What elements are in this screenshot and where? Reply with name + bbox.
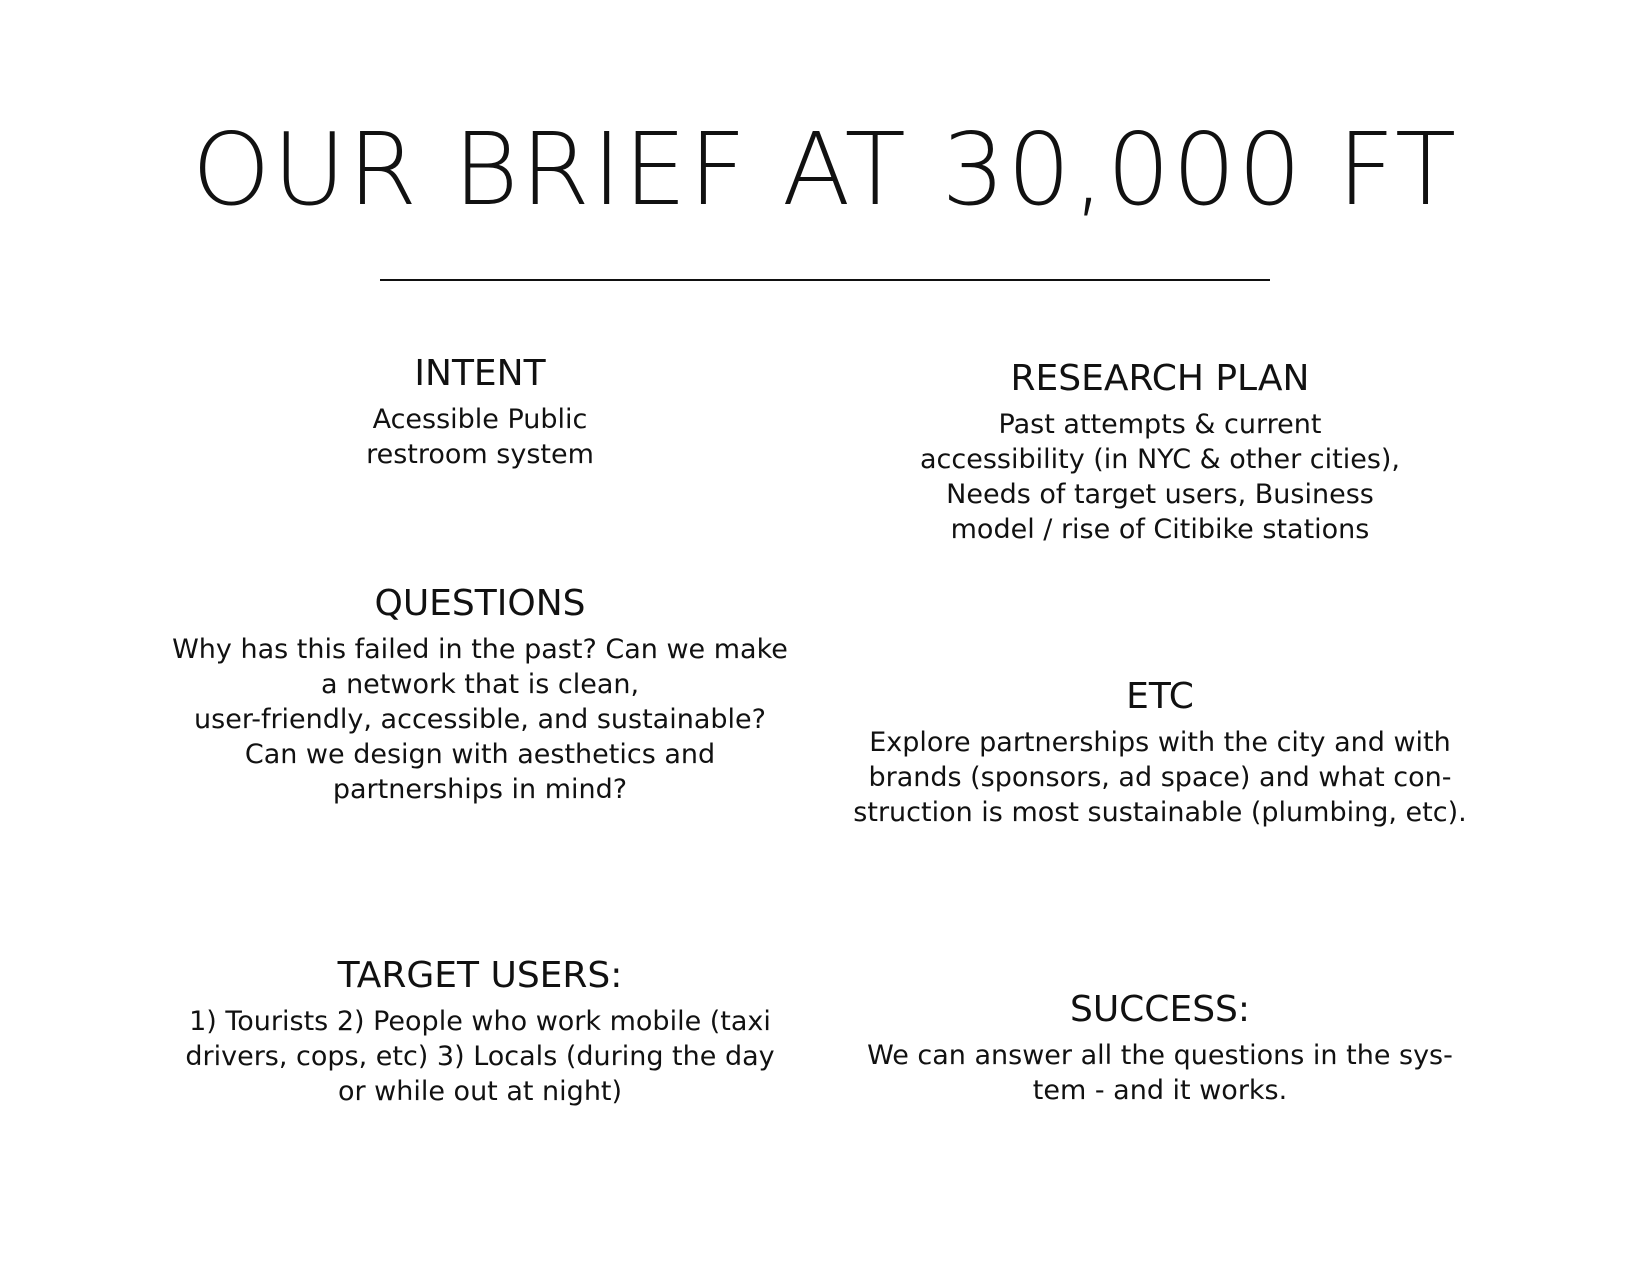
page-title: OUR BRIEF AT 30,000 FT [191, 111, 1459, 228]
research-plan-line: Needs of target users, Business [946, 479, 1374, 510]
research-plan-body [840, 407, 1480, 547]
target-users-body [160, 1004, 800, 1109]
intent-body [160, 402, 800, 472]
etc-heading: ETC [1126, 676, 1194, 717]
questions-line: Why has this failed in the past? Can we make [172, 634, 788, 665]
success-body [840, 1038, 1480, 1108]
questions-section [160, 582, 800, 807]
target-users-section [160, 954, 800, 1109]
questions-line: user-friendly, accessible, and sustainable? [194, 704, 766, 735]
etc-line: struction is most sustainable (plumbing, etc). [853, 797, 1467, 828]
research-plan-line: Past attempts & current [998, 409, 1322, 440]
target-users-line: or while out at night) [337, 1076, 623, 1107]
etc-line: Explore partnerships with the city and with [869, 727, 1451, 758]
target-users-line: 1) Tourists 2) People who work mobile (taxi [189, 1006, 771, 1037]
success-line: tem - and it works. [1032, 1075, 1288, 1106]
success-heading: SUCCESS: [1069, 989, 1251, 1030]
research-plan-heading: RESEARCH PLAN [1010, 358, 1310, 399]
target-users-heading: TARGET USERS: [337, 955, 623, 996]
success-section [840, 988, 1480, 1108]
etc-body [840, 725, 1480, 830]
questions-line: Can we design with aesthetics and [244, 739, 716, 770]
research-plan-line: model / rise of Citibike stations [950, 514, 1370, 545]
etc-section [840, 675, 1480, 830]
research-plan-line: accessibility (in NYC & other cities), [919, 444, 1401, 475]
intent-line: Acessible Public [372, 404, 588, 435]
questions-body [160, 632, 800, 807]
etc-line: brands (sponsors, ad space) and what con- [868, 762, 1452, 793]
questions-line: partnerships in mind? [332, 774, 628, 805]
intent-line: restroom system [366, 439, 594, 470]
questions-heading: QUESTIONS [374, 583, 586, 624]
questions-line: a network that is clean, [320, 669, 640, 700]
research-plan-section [840, 357, 1480, 547]
title-divider [380, 279, 1270, 281]
intent-section [160, 352, 800, 472]
intent-heading: INTENT [414, 353, 546, 394]
success-line: We can answer all the questions in the sys- [867, 1040, 1453, 1071]
target-users-line: drivers, cops, etc) 3) Locals (during the day [185, 1041, 775, 1072]
